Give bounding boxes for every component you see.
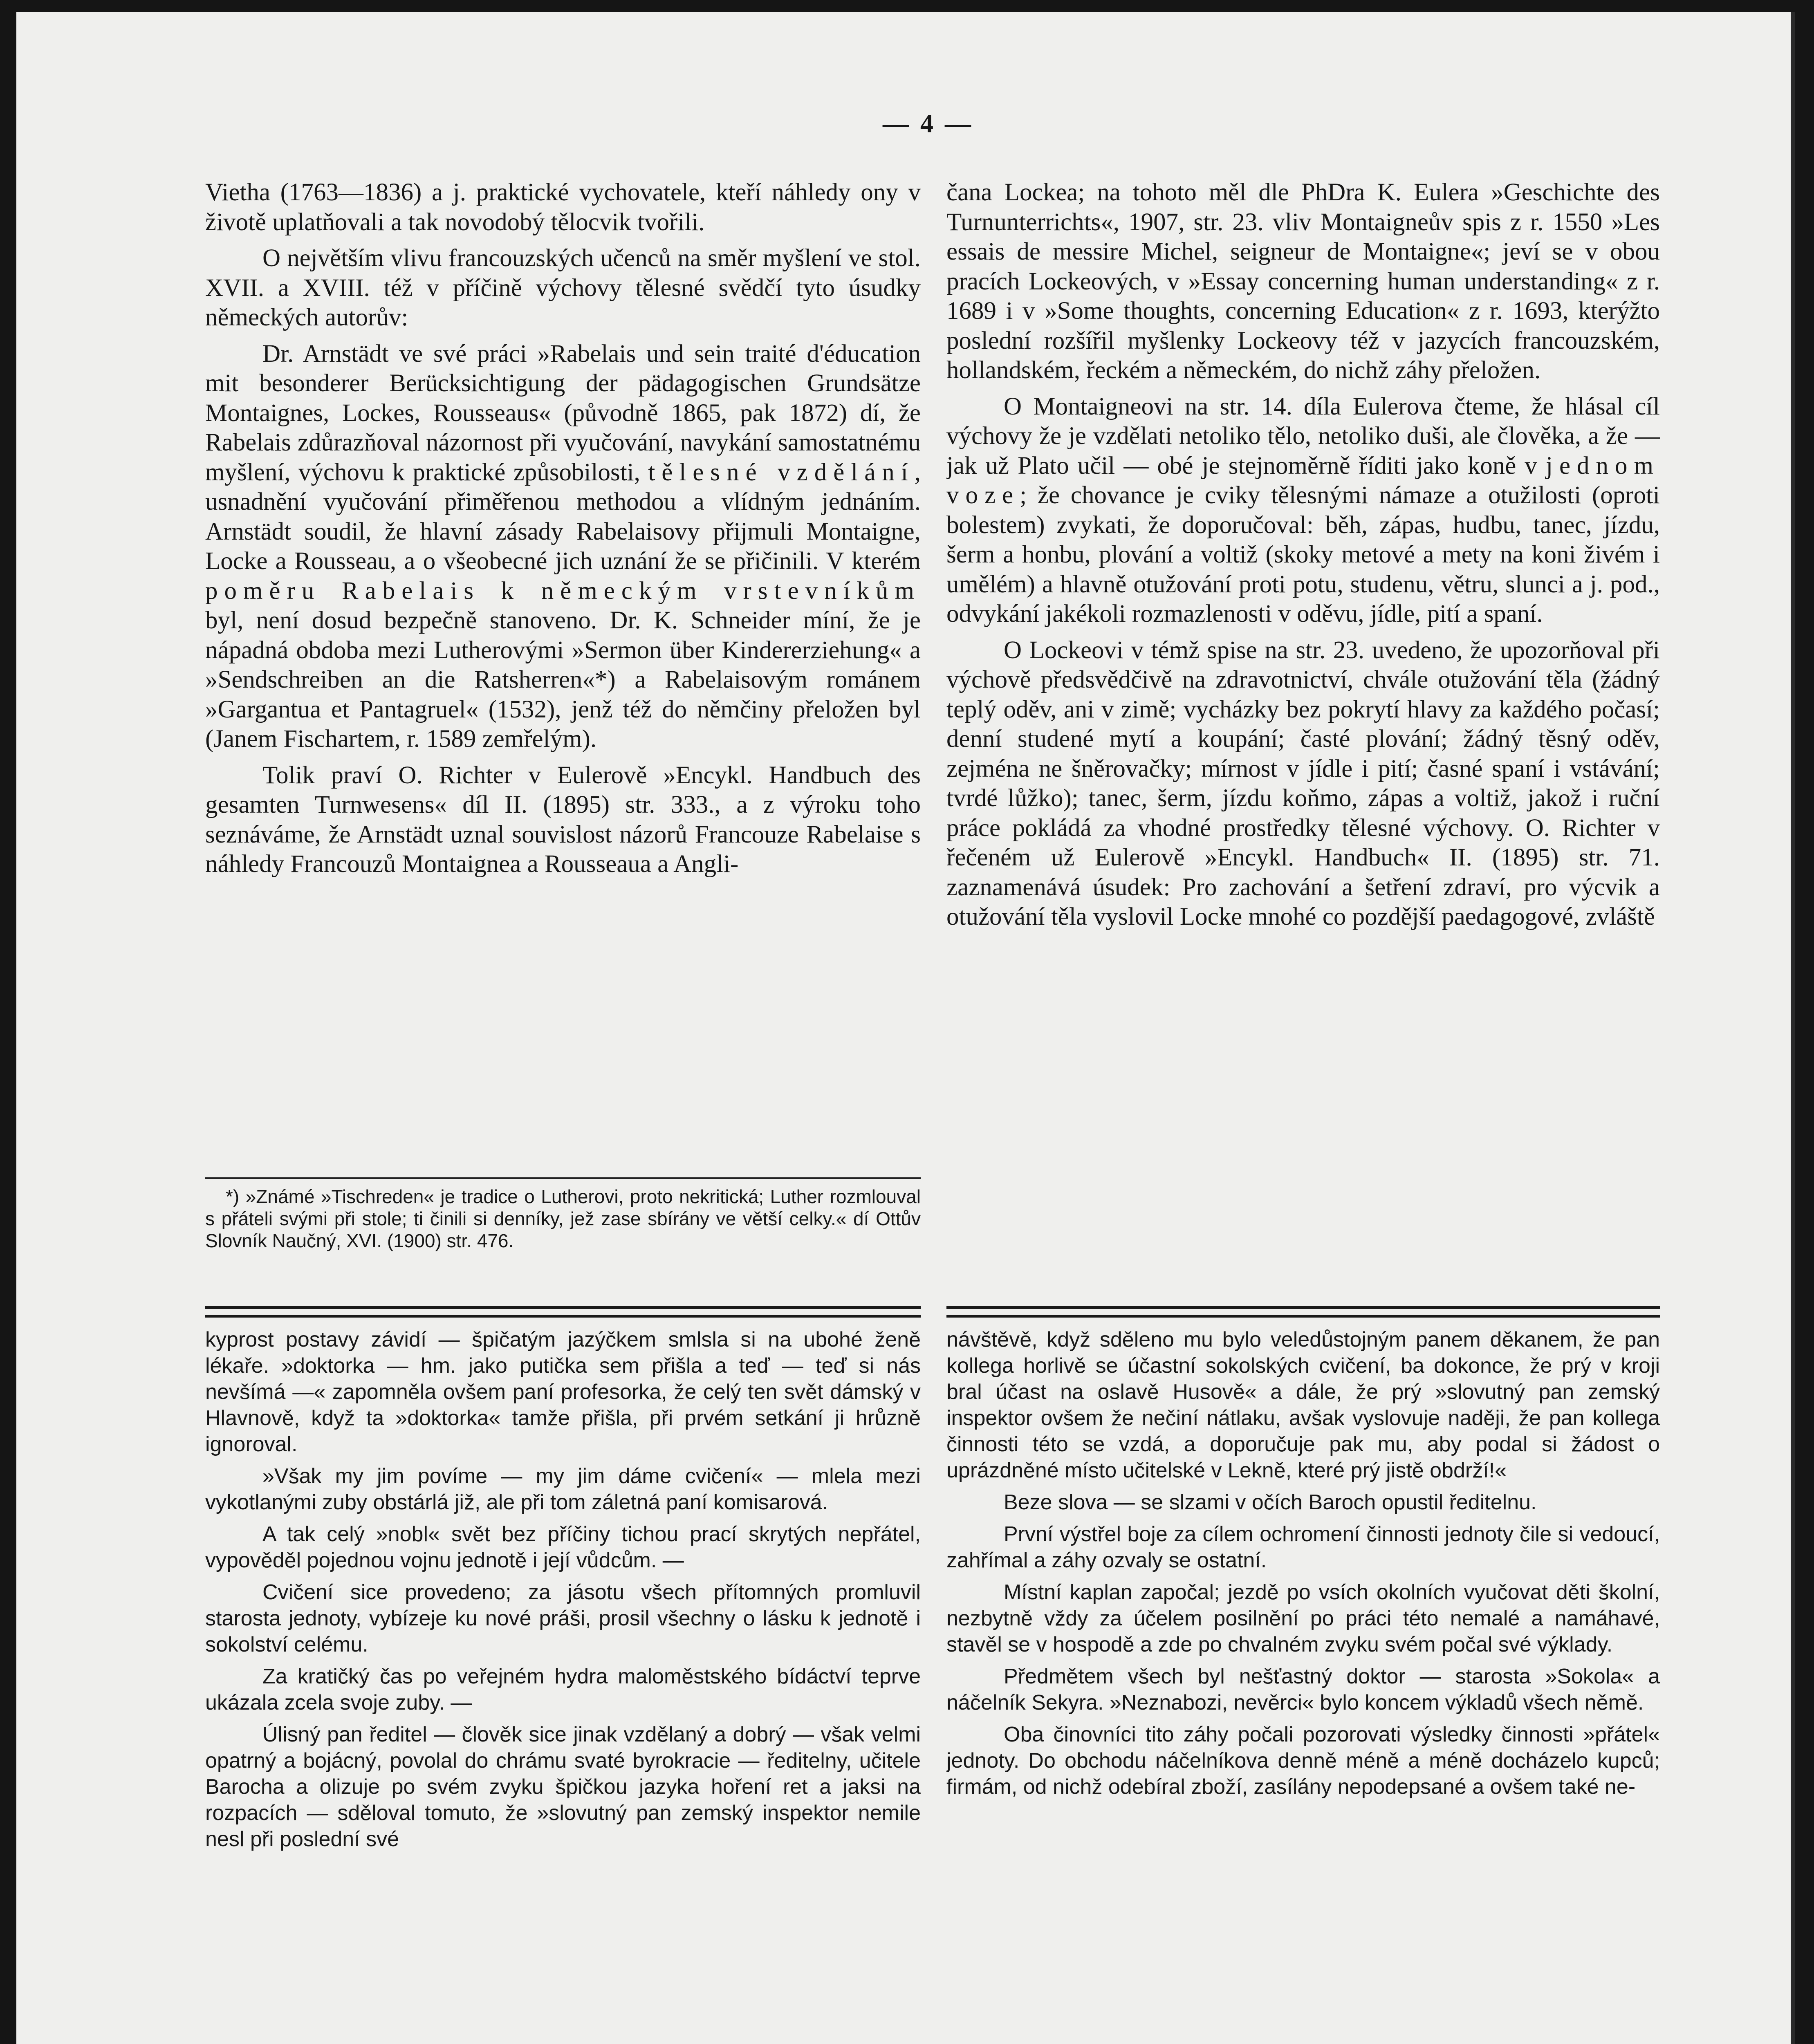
paragraph: »Však my jim povíme — my jim dáme cvičení« — mlela mezi vykotlanými zuby obstárlá již, ale při tom záletná paní komisarová. — [205, 1464, 921, 1514]
paragraph: První výstřel boje za cílem ochromení činnosti jednoty čile si vedoucí, zahřímal a záhy ozvaly se ostatní. — [946, 1522, 1660, 1572]
spaced-emphasis: poměru Rabelais k německým vrstevníkům — [205, 577, 921, 605]
paragraph: návštěvě, když sděleno mu bylo veledůstojným panem děkanem, že pan kollega horlivě se účastní sokolských cvičení, ba dokonce, že prý v kroji bral účast na oslavě Husově« a dále, že prý »slovutný pan zemský inspektor ovšem že nečiní nátlaku, avšak vyslovuje naději, že pan kollega činnosti této se vzdá, a doporučuje pak mu, aby podal si žádost o uprázdněné místo učitelské v Lekně, které prý jistě obdrží!« — [946, 1328, 1660, 1482]
section-divider-right — [946, 1306, 1660, 1318]
paragraph: Úlisný pan ředitel — člověk sice jinak vzdělaný a dobrý — však velmi opatrný a bojácný, povolal do chrámu svaté byrokracie — ředitelny, učitele Barocha a olizuje po svém zvyku špičkou jazyka hoření ret a jaksi na rozpacích — sděloval tomuto, že »slovutný pan zemský inspektor nemile nesl při poslední své — [205, 1723, 921, 1851]
story-left-column — [205, 1327, 921, 2044]
paragraph: kyprost postavy závidí — špičatým jazýčkem smlsla si na ubohé ženě lékaře. »doktorka — hm. jako putička sem přišla a teď — teď si nás nevšímá —« zapomněla ovšem paní profesorka, že celý ten svět dámský v Hlavnově, když ta »doktorka« tamže přišla, při prvém setkání ji hrůzně ignoroval. — [205, 1328, 921, 1456]
page-number: — 4 — — [883, 109, 973, 138]
article-right-column — [946, 178, 1660, 1310]
paragraph: A tak celý »nobl« svět bez příčiny tichou prací skrytých nepřátel, vypověděl pojednou vojnu jednotě i její vůdcům. — — [205, 1522, 921, 1572]
paragraph: Beze slova — se slzami v očích Baroch opustil ředitelnu. — [1004, 1490, 1537, 1514]
paragraph: O největším vlivu francouzských učenců na směr myšlení ve stol. XVII. a XVIII. též v příčině výchovy tělesné svědčí tyto úsudky německých autorův: — [205, 244, 921, 331]
paragraph: Předmětem všech byl nešťastný doktor — starosta »Sokola« a náčelník Sekyra. »Neznabozi, nevěrci« bylo koncem výkladů všech němě. — [946, 1665, 1660, 1715]
footnote-separator — [205, 1177, 921, 1179]
paragraph: Dr. Arnstädt ve své práci »Rabelais und sein traité d'éducation mit besonderer Berücksichtigung der pädagogischen Grundsätze Montaignes, Lockes, Rousseaus« (původně 1865, pak 1872) dí, že Rabelais zdůrazňoval názornost při vyučování, navykání samostatnému myšlení, výchovu k praktické způsobilosti, tělesné vzdělání, usnadnění vyučování přiměřenou methodou a vlídným jednáním. Arnstädt soudil, že hlavní zásady Rabelaisovy přijmuli Montaigne, Locke a Rousseau, a o všeobecné jich uznání že se přičinili. V kterém poměru Rabelais k německým vrstevníkům byl, není dosud bezpečně stanoveno. Dr. K. Schneider míní, že je nápadná obdoba mezi Lutherovými »Sermon über Kindererziehung« a »Sendschreiben an die Ratsherren«*) a Rabelaisovým románem »Gargantua et Pantagruel« (1532), jenž též do němčiny přeložen byl (Janem Fischartem, r. 1589 zemřelým). — [205, 340, 921, 753]
article-left-column — [205, 178, 921, 1147]
paragraph: Místní kaplan započal; jezdě po vsích okolních vyučovat děti školní, nezbytně vždy za účelem posilnění po práci této nemalé a namáhavé, stavěl se v hospodě a zde po chvalném zvyku svém počal své výklady. — [946, 1580, 1660, 1656]
paragraph: Tolik praví O. Richter v Eulerově »Encykl. Handbuch des gesamten Turnwesens« díl II. (1895) str. 333., a z výroku toho seznáváme, že Arnstädt uznal souvislost názorů Francouze Rabelaise s náhledy Francouzů Montaignea a Rousseaua a Angli- — [205, 761, 921, 878]
paragraph: Vietha (1763—1836) a j. praktické vychovatele, kteří náhledy ony v životě uplatňovali a tak novodobý tělocvik tvořili. — [205, 179, 921, 236]
paragraph: O Lockeovi v témž spise na str. 23. uvedeno, že upozorňoval při výchově předsvědčivě na zdravotnictví, chvále otužování těla (žádný teplý oděv, ani v zimě; vycházky bez pokrytí hlavy za každého počasí; denní studené mytí a koupání; časté plování; žádný těsný oděv, zejména ne šněrovačky; mírnost v jídle i pití; časné spaní i vstávání; tvrdé lůžko); tanec, šerm, jízdu koňmo, zápas a voltiž, jakož i ruční práce pokládá za vhodné prostředky tělesné výchovy. O. Richter v řečeném už Eulerově »Encykl. Handbuch« II. (1895) str. 71. zaznamenává úsudek: Pro zachování a šetření zdraví, pro výcvik a otužování těla vyslovil Locke mnohé co pozdější paedagogové, zvláště — [946, 636, 1660, 930]
paragraph: Cvičení sice provedeno; za jásotu všech přítomných promluvil starosta jednoty, vybízeje ku nové práši, prosil všechny o lásku k jednotě i sokolství celému. — [205, 1580, 921, 1656]
story-right-column — [946, 1327, 1660, 2044]
footnote: *) »Známé »Tischreden« je tradice o Lutherovi, proto nekritická; Luther rozmlouval s přáteli svými při stole; ti činili si denníky, jež zase sbírány ve větší celky.« dí Ottův Slovník Naučný, XVI. (1900) str. 476. — [205, 1186, 921, 1251]
paragraph: Za kratičký čas po veřejném hydra maloměstského bídáctví teprve ukázala zcela svoje zuby. — — [205, 1665, 921, 1715]
paragraph: Oba činovníci tito záhy počali pozorovati výsledky činnosti »přátel« jednoty. Do obchodu náčelníkova denně méně a méně docházelo kupců; firmám, od nichž odebíral zboží, zasílány nepodepsané a ovšem také ne- — [946, 1723, 1660, 1799]
spaced-emphasis: tělesné vzdělání — [648, 458, 915, 486]
paragraph: čana Lockea; na tohoto měl dle PhDra K. Eulera »Geschichte des Turnunterrichts«, 1907, str. 23. vliv Montaigneův spis z r. 1550 »Les essais de messire Michel, seigneur de Montaigne«; jeví se v obou pracích Lockeových, v »Essay concerning human understanding« z r. 1689 i v »Some thoughts, concerning Education« z r. 1693, kterýžto poslední rozšířil myšlenky Lockeovy též v jazycích francouzském, hollandském, řeckém a německém, do nichž záhy přeložen. — [946, 179, 1660, 384]
paragraph: O Montaigneovi na str. 14. díla Eulerova čteme, že hlásal cíl výchovy že je vzdělati netoliko tělo, netoliko duši, ale člověka, a že — jak už Plato učil — obé je stejnoměrně říditi jako koně v jednom voze; že chovance je cviky tělesnými námaze a otužilosti (oproti bolestem) zvykati, že doporučoval: běh, zápas, hudbu, tanec, jízdu, šerm a honbu, plování a voltiž (skoky metové a mety na koni živém i umělém) a hlavně otužování proti potu, studenu, větru, slunci a j. pod., odvykání jakékoli rozmazlenosti v oděvu, jídle, pití a spaní. — [946, 392, 1660, 628]
scanned-page — [16, 12, 1795, 2044]
spaced-emphasis: jednom voze — [946, 452, 1660, 509]
section-divider-left — [205, 1306, 921, 1318]
